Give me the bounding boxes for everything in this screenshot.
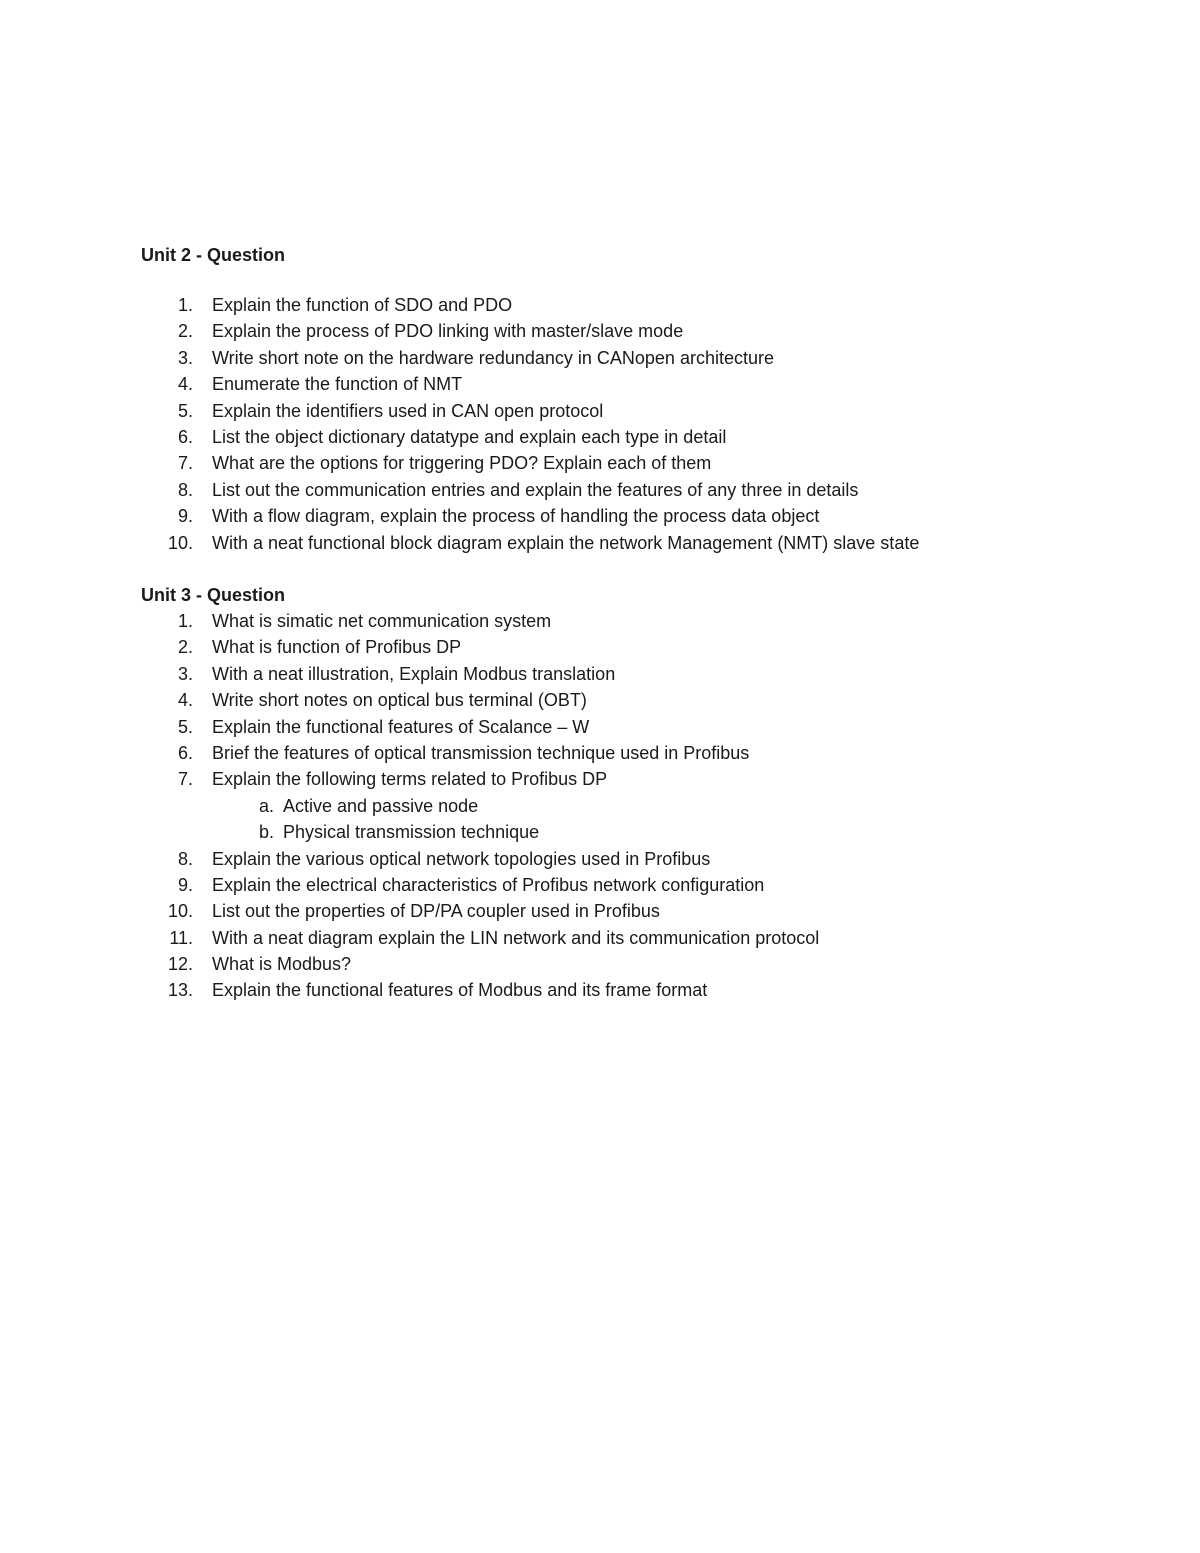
question-text: Explain the various optical network topologies used in Profibus <box>212 848 711 869</box>
question-number: 1. <box>177 295 193 315</box>
question-item <box>141 661 1041 687</box>
question-number: 9. <box>177 874 193 895</box>
question-item <box>141 371 1041 397</box>
question-text: Explain the following terms related to Profibus DP <box>212 769 608 790</box>
question-number: 2. <box>177 637 193 658</box>
question-text: List out the properties of DP/PA coupler used in Profibus <box>212 901 660 922</box>
question-item <box>141 318 1041 344</box>
question-number: 8. <box>177 848 193 869</box>
question-number: 9. <box>177 506 193 527</box>
unit-2-question-list <box>141 292 1041 556</box>
question-item <box>141 424 1041 450</box>
question-text: With a flow diagram, explain the process of handling the process data object <box>212 506 820 527</box>
sub-question-item <box>141 819 1041 845</box>
question-number: 11. <box>169 927 193 948</box>
question-item <box>141 687 1041 713</box>
question-number: 13. <box>167 980 193 1001</box>
question-item <box>141 977 1041 1003</box>
question-number: 3. <box>177 347 193 368</box>
question-text: Explain the electrical characteristics of Profibus network configuration <box>212 874 765 895</box>
question-number: 6. <box>177 426 193 447</box>
sub-question-text: Physical transmission technique <box>283 822 540 843</box>
question-text: Explain the functional features of Scalance – W <box>212 716 590 737</box>
question-item <box>141 292 1041 318</box>
question-number: 7. <box>177 769 193 790</box>
question-item <box>141 925 1041 951</box>
question-text: What is simatic net communication system <box>212 611 552 631</box>
question-text: Explain the functional features of Modbus and its frame format <box>212 980 708 1001</box>
question-number: 8. <box>177 479 193 500</box>
question-item <box>141 345 1041 371</box>
question-item <box>141 766 1041 792</box>
question-number: 4. <box>177 374 193 395</box>
question-text: What are the options for triggering PDO? Explain each of them <box>212 453 712 474</box>
question-number: 1. <box>177 611 193 631</box>
unit-2-heading: Unit 2 - Question <box>141 245 285 265</box>
question-number: 3. <box>177 663 193 684</box>
question-item <box>141 714 1041 740</box>
question-text: With a neat diagram explain the LIN network and its communication protocol <box>212 927 820 948</box>
question-number: 2. <box>177 321 193 342</box>
question-text: Write short notes on optical bus terminal (OBT) <box>212 690 587 711</box>
question-item <box>141 872 1041 898</box>
unit-3-question-list <box>141 608 1041 1004</box>
question-item <box>141 634 1041 660</box>
question-text: With a neat illustration, Explain Modbus translation <box>212 663 616 684</box>
question-item <box>141 450 1041 476</box>
question-item <box>141 740 1041 766</box>
question-number: 10. <box>167 901 193 922</box>
question-text: Write short note on the hardware redundancy in CANopen architecture <box>212 347 774 368</box>
question-text: Explain the function of SDO and PDO <box>212 295 513 315</box>
question-text: What is function of Profibus DP <box>212 637 462 658</box>
question-item <box>141 530 1041 556</box>
question-item <box>141 398 1041 424</box>
question-number: 6. <box>177 742 193 763</box>
unit-3-section <box>141 582 1041 1004</box>
sub-question-letter: b. <box>259 822 275 843</box>
sub-question-letter: a. <box>259 795 275 816</box>
question-text: List the object dictionary datatype and explain each type in detail <box>212 426 727 447</box>
unit-2-section <box>141 242 1041 556</box>
question-text: With a neat functional block diagram explain the network Management (NMT) slave state <box>212 532 920 553</box>
question-number: 7. <box>177 453 193 474</box>
question-number: 12. <box>167 954 193 975</box>
question-item <box>141 846 1041 872</box>
unit-3-heading: Unit 3 - Question <box>141 585 285 605</box>
question-number: 5. <box>177 400 193 421</box>
question-item <box>141 477 1041 503</box>
question-item <box>141 608 1041 634</box>
question-text: List out the communication entries and explain the features of any three in details <box>212 479 859 500</box>
question-text: What is Modbus? <box>212 954 352 975</box>
question-number: 10. <box>167 532 193 553</box>
sub-question-item <box>141 793 1041 819</box>
question-text: Brief the features of optical transmission technique used in Profibus <box>212 742 750 763</box>
sub-question-text: Active and passive node <box>283 795 479 816</box>
question-item <box>141 503 1041 529</box>
question-item <box>141 951 1041 977</box>
question-number: 5. <box>177 716 193 737</box>
question-text: Enumerate the function of NMT <box>212 374 463 395</box>
question-text: Explain the identifiers used in CAN open protocol <box>212 400 604 421</box>
question-text: Explain the process of PDO linking with master/slave mode <box>212 321 684 342</box>
question-number: 4. <box>177 690 193 711</box>
question-item <box>141 898 1041 924</box>
